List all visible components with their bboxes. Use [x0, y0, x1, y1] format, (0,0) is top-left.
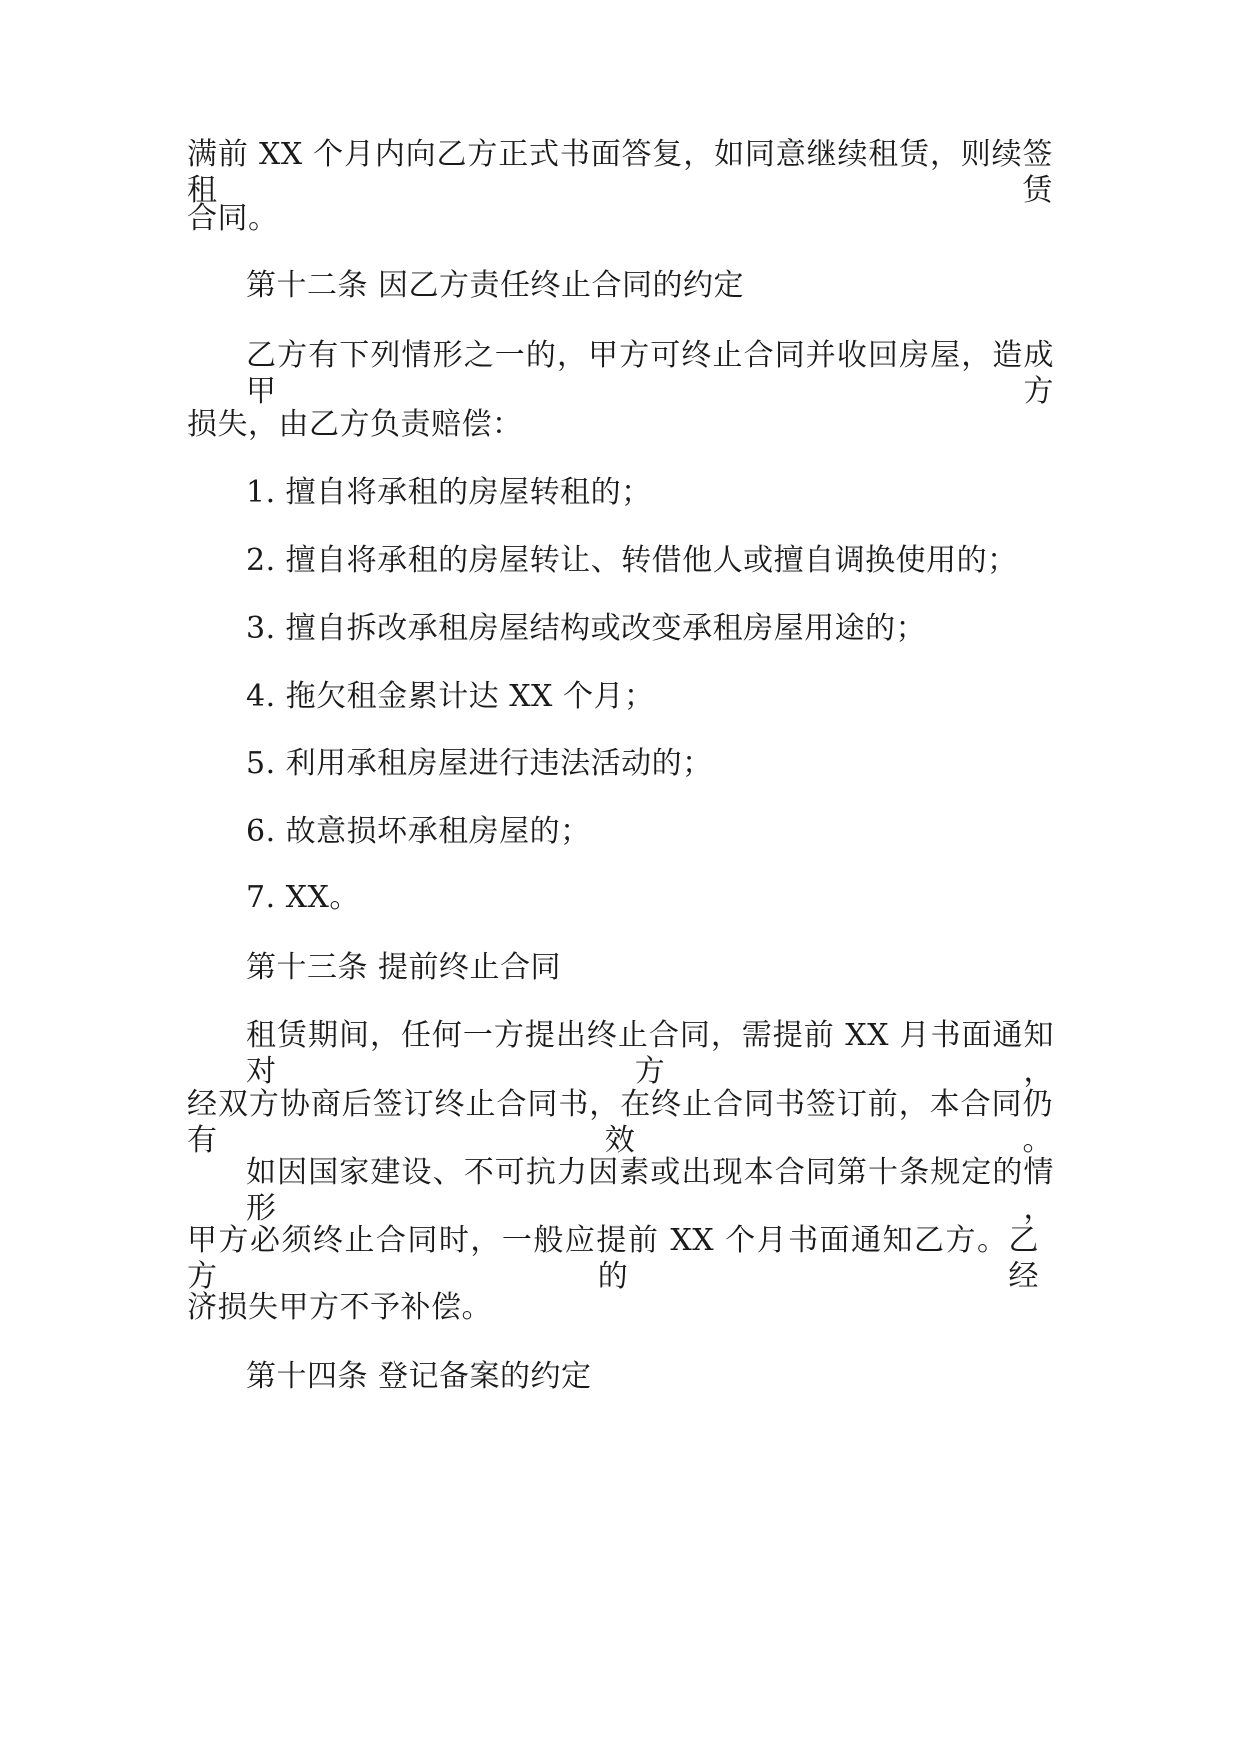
paragraph-line: 满前 XX 个月内向乙方正式书面答复，如同意继续租赁，则续签租赁 — [187, 137, 1053, 208]
list-item: 3. 擅自拆改承租房屋结构或改变承租房屋用途的； — [246, 611, 927, 646]
list-item: 4. 拖欠租金累计达 XX 个月； — [246, 679, 655, 714]
list-item: 7. XX。 — [246, 880, 360, 915]
list-item: 1. 擅自将承租的房屋转租的； — [246, 475, 652, 510]
article-heading: 第十三条 提前终止合同 — [246, 950, 562, 985]
paragraph-line: 乙方有下列情形之一的，甲方可终止合同并收回房屋，造成甲方 — [246, 338, 1054, 409]
paragraph-line: 租赁期间，任何一方提出终止合同，需提前 XX 月书面通知对方， — [246, 1018, 1054, 1089]
paragraph-line: 如因国家建设、不可抗力因素或出现本合同第十条规定的情形， — [246, 1155, 1054, 1226]
list-item: 5. 利用承租房屋进行违法活动的； — [246, 746, 713, 781]
paragraph-line: 甲方必须终止合同时，一般应提前 XX 个月书面通知乙方。乙方的经 — [187, 1223, 1039, 1294]
article-heading: 第十二条 因乙方责任终止合同的约定 — [246, 268, 745, 303]
list-item: 2. 擅自将承租的房屋转让、转借他人或擅自调换使用的； — [246, 543, 1018, 578]
paragraph-line: 经双方协商后签订终止合同书，在终止合同书签订前，本合同仍有效。 — [187, 1087, 1053, 1158]
paragraph-line: 济损失甲方不予补偿。 — [187, 1290, 492, 1325]
paragraph-line: 合同。 — [187, 201, 279, 236]
paragraph-line: 损失，由乙方负责赔偿： — [187, 407, 523, 442]
article-heading: 第十四条 登记备案的约定 — [246, 1359, 592, 1394]
list-item: 6. 故意损坏承租房屋的； — [246, 814, 591, 849]
